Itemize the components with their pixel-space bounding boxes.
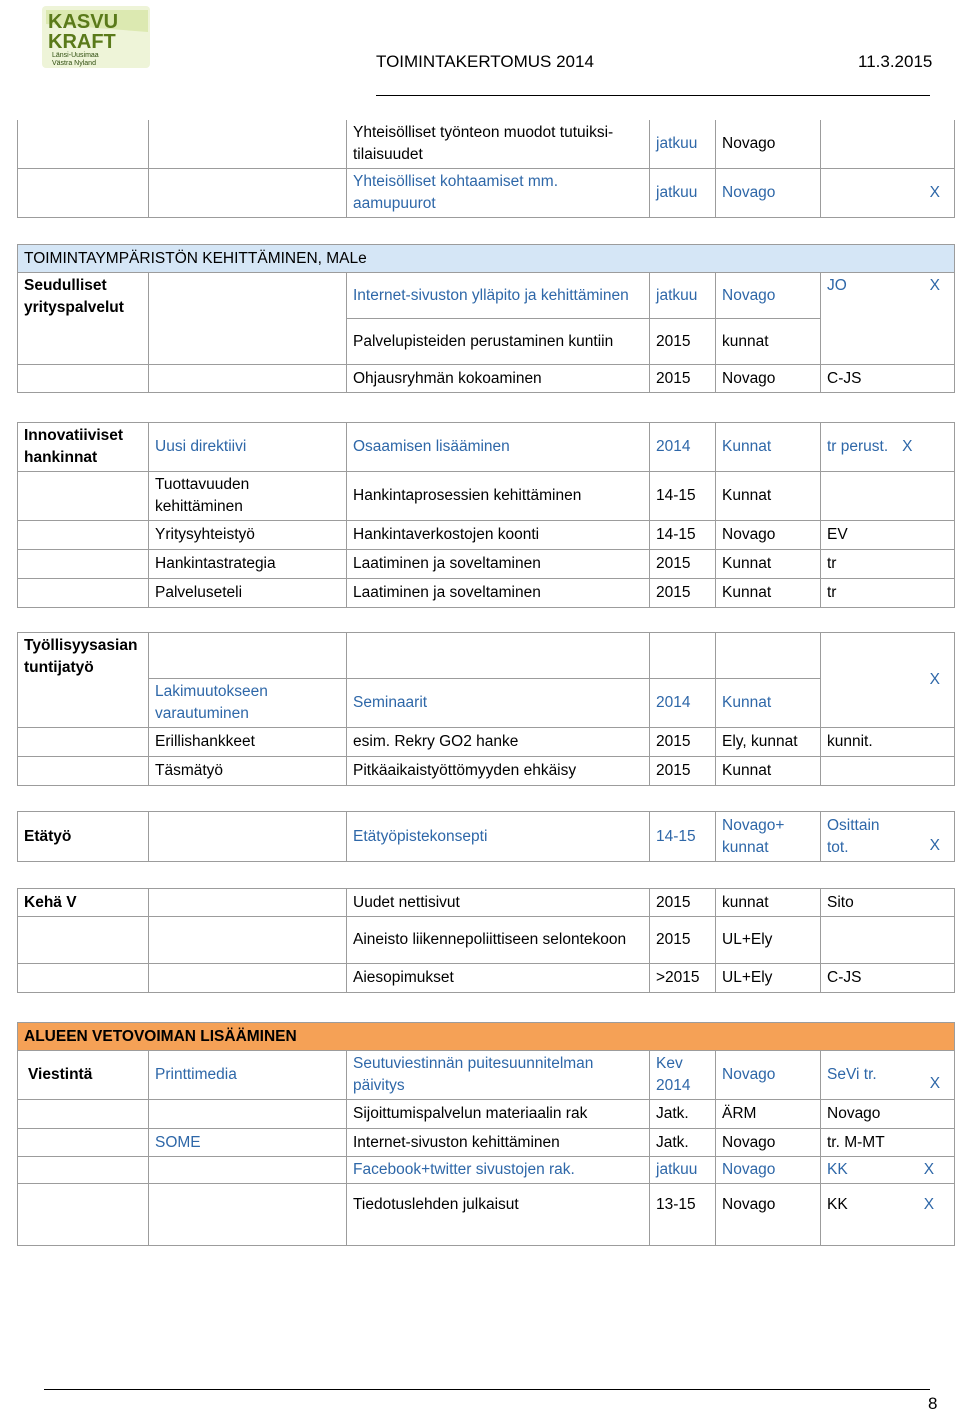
sub-cell: Tuottavuuden kehittäminen: [149, 472, 347, 521]
table-row: [18, 273, 955, 319]
page-number: 8: [928, 1394, 938, 1413]
table-row: [18, 1100, 955, 1129]
task-cell: Laatiminen ja soveltaminen: [347, 579, 650, 608]
table-toimintaymparisto: [17, 244, 955, 393]
actor-cell: Novago: [716, 273, 821, 319]
table-row: [18, 917, 955, 964]
footer-rule: [44, 1389, 930, 1390]
table-row: [18, 169, 955, 218]
status-cell: 14-15: [650, 812, 716, 862]
status-cell: 14-15: [650, 472, 716, 521]
actor-cell: UL+Ely: [716, 964, 821, 993]
actor-cell: Novago: [716, 169, 821, 218]
task-cell: Palvelupisteiden perustaminen kuntiin: [347, 319, 650, 365]
status-cell: jatkuu: [650, 1157, 716, 1184]
done-mark: X: [821, 633, 955, 728]
resp-cell: JO: [827, 277, 847, 294]
status-cell: jatkuu: [650, 120, 716, 169]
sub-cell: Uusi direktiivi: [149, 423, 347, 472]
actor-cell: Novago+ kunnat: [716, 812, 821, 862]
status-cell: 2015: [650, 365, 716, 393]
actor-cell: kunnat: [716, 319, 821, 365]
status-cell: Jatk.: [650, 1129, 716, 1157]
actor-cell: Ely, kunnat: [716, 728, 821, 757]
actor-cell: ÄRM: [716, 1100, 821, 1129]
status-cell: 2015: [650, 728, 716, 757]
logo-line2: KRAFT: [48, 31, 116, 53]
actor-cell: UL+Ely: [716, 917, 821, 964]
table-etatyo: [17, 811, 955, 862]
document-date: 11.3.2015: [858, 52, 933, 71]
table-row: [18, 1157, 955, 1184]
task-cell: Aiesopimukset: [347, 964, 650, 993]
status-cell: 2015: [650, 889, 716, 917]
task-cell: esim. Rekry GO2 hanke: [347, 728, 650, 757]
task-cell: Yhteisölliset kohtaamiset mm. aamupuurot: [347, 169, 650, 218]
task-cell: Osaamisen lisääminen: [347, 423, 650, 472]
status-cell: jatkuu: [650, 169, 716, 218]
resp-cell: Osittain tot.: [827, 816, 880, 856]
actor-cell: kunnat: [716, 889, 821, 917]
resp-cell: KK: [827, 1161, 848, 1178]
table-tyollisyys: [17, 632, 955, 786]
sub-cell: SOME: [149, 1129, 347, 1157]
task-cell: Tiedotuslehden julkaisut: [347, 1184, 650, 1246]
status-cell: 2015: [650, 757, 716, 786]
task-cell: Uudet nettisivut: [347, 889, 650, 917]
table-row: [18, 550, 955, 579]
table-row: [18, 423, 955, 472]
area-cell: Kehä V: [18, 889, 149, 917]
sub-cell: Täsmätyö: [149, 757, 347, 786]
task-cell: Yhteisölliset työnteon muodot tutuiksi-tilaisuudet: [347, 120, 650, 169]
done-mark: X: [902, 438, 913, 455]
task-cell: Seminaarit: [347, 679, 650, 728]
done-mark: X: [929, 837, 940, 854]
table-row: [18, 120, 955, 169]
table-keha-v: [17, 888, 955, 993]
task-cell: Seutuviestinnän puitesuunnitelman päivitys: [347, 1051, 650, 1100]
table-continuation: [17, 120, 955, 218]
table-row: [18, 1129, 955, 1157]
resp-cell: tr: [821, 579, 955, 608]
actor-cell: Novago: [716, 1129, 821, 1157]
task-cell: Aineisto liikennepoliittiseen selontekoon: [347, 917, 650, 964]
logo-line1: KASVU: [48, 11, 119, 33]
done-mark: X: [929, 277, 941, 294]
table-row: [18, 472, 955, 521]
resp-cell: SeVi tr.: [827, 1066, 877, 1083]
resp-cell: tr perust.: [827, 438, 889, 455]
table-row: [18, 1184, 955, 1246]
status-cell: 2015: [650, 579, 716, 608]
task-cell: Hankintaverkostojen koonti: [347, 521, 650, 550]
resp-cell: C-JS: [821, 365, 955, 393]
logo-line4: Västra Nyland: [52, 60, 96, 67]
area-cell: Seudulliset yrityspalvelut: [18, 273, 149, 365]
actor-cell: Kunnat: [716, 757, 821, 786]
status-cell: jatkuu: [650, 273, 716, 319]
table-row: [18, 728, 955, 757]
actor-cell: Novago: [716, 365, 821, 393]
done-mark: X: [821, 169, 955, 218]
actor-cell: Novago: [716, 521, 821, 550]
header-rule: [376, 95, 930, 96]
table-row: [18, 964, 955, 993]
table-innovatiiviset-hankinnat: [17, 422, 955, 608]
actor-cell: Kunnat: [716, 550, 821, 579]
task-cell: Ohjausryhmän kokoaminen: [347, 365, 650, 393]
table-row: [18, 1051, 955, 1100]
status-cell: 2015: [650, 319, 716, 365]
status-cell: 2015: [650, 917, 716, 964]
logo-line3: Länsi-Uusimaa: [52, 52, 99, 59]
sub-cell: Erillishankkeet: [149, 728, 347, 757]
sub-cell: Yritysyhteistyö: [149, 521, 347, 550]
sub-cell: Hankintastrategia: [149, 550, 347, 579]
area-cell: Innovatiiviset hankinnat: [18, 423, 149, 472]
actor-cell: Kunnat: [716, 472, 821, 521]
status-cell: Jatk.: [650, 1100, 716, 1129]
table-row: [18, 633, 955, 679]
section-heading-row: [18, 245, 955, 273]
table-row: [18, 365, 955, 393]
area-cell: Etätyö: [18, 812, 149, 862]
table-row: [18, 579, 955, 608]
resp-cell: EV: [821, 521, 955, 550]
actor-cell: Novago: [716, 1184, 821, 1246]
resp-cell: Sito: [821, 889, 955, 917]
sub-cell: Lakimuutokseen varautuminen: [149, 679, 347, 728]
section-heading: TOIMINTAYMPÄRISTÖN KEHITTÄMINEN, MALe: [18, 245, 955, 273]
actor-cell: Kunnat: [716, 679, 821, 728]
task-cell: Facebook+twitter sivustojen rak.: [347, 1157, 650, 1184]
status-cell: >2015: [650, 964, 716, 993]
resp-cell: Novago: [821, 1100, 955, 1129]
done-mark: X: [929, 1075, 941, 1092]
table-row: [18, 812, 955, 862]
resp-cell: tr. M-MT: [821, 1129, 955, 1157]
task-cell: Internet-sivuston ylläpito ja kehittäminen: [347, 273, 650, 319]
task-cell: Laatiminen ja soveltaminen: [347, 550, 650, 579]
document-title: TOIMINTAKERTOMUS 2014: [376, 52, 594, 71]
task-cell: Etätyöpistekonsepti: [347, 812, 650, 862]
table-row: [18, 757, 955, 786]
task-cell: Pitkäaikaistyöttömyyden ehkäisy: [347, 757, 650, 786]
table-row: [18, 679, 955, 728]
status-cell: 2014: [650, 679, 716, 728]
sub-cell: Printtimedia: [149, 1051, 347, 1100]
done-mark: X: [923, 1196, 935, 1213]
task-cell: Internet-sivuston kehittäminen: [347, 1129, 650, 1157]
actor-cell: Novago: [716, 120, 821, 169]
resp-cell: C-JS: [821, 964, 955, 993]
task-cell: Sijoittumispalvelun materiaalin rak: [347, 1100, 650, 1129]
status-cell: 13-15: [650, 1184, 716, 1246]
status-cell: Kev 2014: [650, 1051, 716, 1100]
actor-cell: Kunnat: [716, 423, 821, 472]
status-cell: 14-15: [650, 521, 716, 550]
sub-cell: Palveluseteli: [149, 579, 347, 608]
section-heading-row: [18, 1023, 955, 1051]
resp-cell: kunnit.: [821, 728, 955, 757]
kasvukraft-logo: [40, 4, 152, 70]
resp-cell: KK: [827, 1196, 848, 1213]
table-vetovoima: [17, 1022, 955, 1246]
actor-cell: Kunnat: [716, 579, 821, 608]
area-cell: Työllisyysasian tuntijatyö: [18, 633, 149, 728]
table-row: [18, 889, 955, 917]
resp-cell: tr: [821, 550, 955, 579]
section-heading: ALUEEN VETOVOIMAN LISÄÄMINEN: [18, 1023, 955, 1051]
task-cell: Hankintaprosessien kehittäminen: [347, 472, 650, 521]
table-row: [18, 521, 955, 550]
status-cell: 2014: [650, 423, 716, 472]
actor-cell: Novago: [716, 1051, 821, 1100]
actor-cell: Novago: [716, 1157, 821, 1184]
done-mark: X: [923, 1161, 935, 1178]
status-cell: 2015: [650, 550, 716, 579]
area-cell: Viestintä: [18, 1051, 149, 1100]
